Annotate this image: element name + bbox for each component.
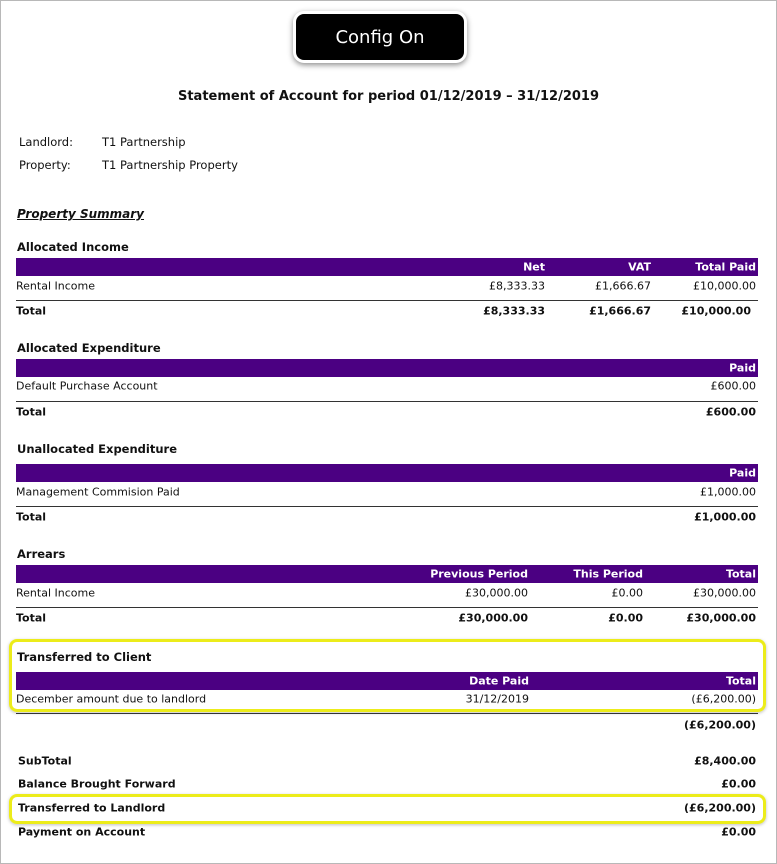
- row-total: (£6,200.00): [691, 692, 756, 706]
- divider: [16, 300, 758, 301]
- header-paid: Paid: [729, 466, 756, 480]
- row-total: £30,000.00: [693, 586, 756, 600]
- total-total: (£6,200.00): [684, 718, 756, 732]
- balance-brought-forward-row: [16, 775, 758, 793]
- total-label: Total: [16, 304, 47, 318]
- allocated-expenditure-header-bar: [16, 359, 758, 377]
- total-row: [16, 716, 758, 734]
- transferred-client-header-bar: [16, 672, 758, 690]
- total-previous: £30,000.00: [458, 611, 528, 625]
- row-paid: £600.00: [710, 379, 756, 393]
- total-row: [16, 403, 758, 421]
- row-label: December amount due to landlord: [16, 692, 207, 706]
- property-row: [19, 158, 419, 174]
- total-total: £30,000.00: [686, 611, 756, 625]
- bbf-label: Balance Brought Forward: [18, 777, 176, 791]
- unallocated-expenditure-title: Unallocated Expenditure: [17, 442, 178, 456]
- row-date: 31/12/2019: [465, 692, 529, 706]
- payment-on-account-row: [16, 823, 758, 841]
- poa-label: Payment on Account: [18, 825, 146, 839]
- header-date-paid: Date Paid: [469, 674, 529, 688]
- config-on-badge: [296, 14, 464, 60]
- property-value: T1 Partnership Property: [102, 158, 238, 172]
- landlord-value: T1 Partnership: [102, 135, 186, 149]
- arrears-header-bar: [16, 565, 758, 583]
- transferred-client-title: Transferred to Client: [17, 650, 152, 664]
- row-paid: £1,000.00: [700, 485, 756, 499]
- table-row: [16, 377, 758, 395]
- landlord-row: [19, 135, 419, 151]
- row-label: Rental Income: [16, 586, 95, 600]
- header-net: Net: [523, 260, 545, 274]
- row-vat: £1,666.67: [595, 279, 651, 293]
- total-paid: £1,000.00: [694, 510, 756, 524]
- property-label: Property:: [19, 158, 71, 172]
- total-vat: £1,666.67: [589, 304, 651, 318]
- row-total: £10,000.00: [693, 279, 756, 293]
- total-label: Total: [16, 510, 47, 524]
- config-on-label: Config On: [335, 26, 425, 48]
- header-previous-period: Previous Period: [430, 567, 528, 581]
- bbf-value: £0.00: [721, 777, 756, 791]
- row-net: £8,333.33: [489, 279, 545, 293]
- divider: [16, 401, 758, 402]
- arrears-title: Arrears: [17, 547, 66, 561]
- transferred-landlord-row: [16, 799, 758, 817]
- subtotal-value: £8,400.00: [694, 754, 756, 768]
- table-row: [16, 277, 758, 295]
- divider: [16, 607, 758, 608]
- header-paid: Paid: [729, 361, 756, 375]
- allocated-income-title: Allocated Income: [17, 240, 129, 254]
- statement-title: Statement of Account for period 01/12/2019 – 31/12/2019: [177, 89, 600, 104]
- subtotal-label: SubTotal: [18, 754, 72, 768]
- total-total: £10,000.00: [681, 304, 751, 318]
- total-row: [16, 508, 758, 526]
- subtotal-row: [16, 752, 758, 770]
- property-summary-title: Property Summary: [17, 207, 145, 221]
- allocated-expenditure-title: Allocated Expenditure: [17, 341, 161, 355]
- total-label: Total: [16, 611, 47, 625]
- row-previous: £30,000.00: [465, 586, 528, 600]
- table-row: [16, 690, 758, 708]
- ttl-value: (£6,200.00): [684, 801, 756, 815]
- header-total-paid: Total Paid: [695, 260, 756, 274]
- divider: [16, 506, 758, 507]
- landlord-label: Landlord:: [19, 135, 73, 149]
- poa-value: £0.00: [721, 825, 756, 839]
- divider: [16, 713, 758, 714]
- total-this: £0.00: [608, 611, 643, 625]
- total-label: Total: [16, 405, 47, 419]
- row-label: Default Purchase Account: [16, 379, 158, 393]
- header-total: Total: [725, 567, 756, 581]
- row-this: £0.00: [611, 586, 643, 600]
- total-row: [16, 302, 758, 320]
- total-net: £8,333.33: [483, 304, 545, 318]
- unallocated-expenditure-header-bar: [16, 464, 758, 482]
- table-row: [16, 483, 758, 501]
- header-this-period: This Period: [573, 567, 643, 581]
- header-total: Total: [725, 674, 756, 688]
- ttl-label: Transferred to Landlord: [18, 801, 166, 815]
- total-row: [16, 609, 758, 627]
- header-vat: VAT: [628, 260, 651, 274]
- table-row: [16, 584, 758, 602]
- row-label: Rental Income: [16, 279, 95, 293]
- row-label: Management Commision Paid: [16, 485, 180, 499]
- total-paid: £600.00: [705, 405, 756, 419]
- allocated-income-header-bar: [16, 258, 758, 276]
